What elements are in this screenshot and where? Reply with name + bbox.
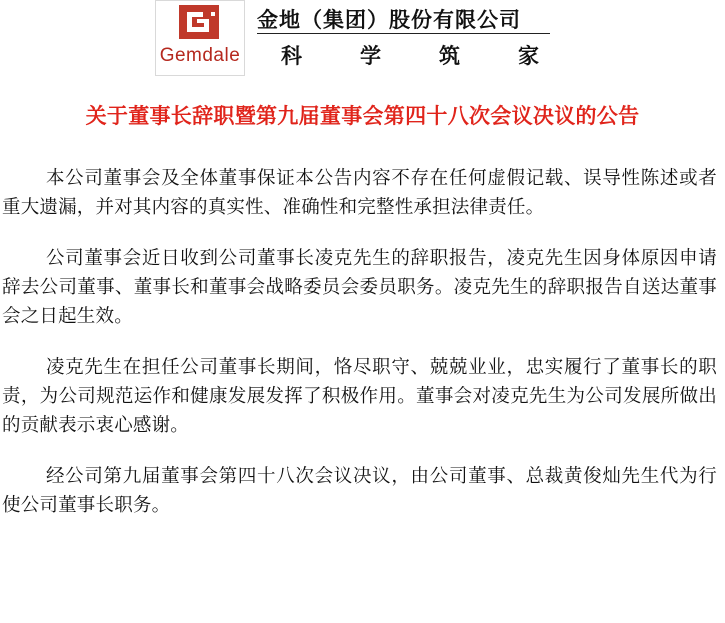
paragraph-resignation: 公司董事会近日收到公司董事长凌克先生的辞职报告，凌克先生因身体原因申请辞去公司董事、董事长和董事会战略委员会委员职务。凌克先生的辞职报告自送达董事会之日起生效。 [2, 248, 717, 327]
slogan-char: 学 [360, 43, 381, 68]
header-divider [257, 33, 550, 34]
paragraph-disclaimer: 本公司董事会及全体董事保证本公告内容不存在任何虚假记载、误导性陈述或者重大遗漏，并对其内容的真实性、准确性和完整性承担法律责任。 [2, 168, 717, 218]
slogan-char: 筑 [439, 43, 460, 68]
gemdale-logo-icon [175, 3, 225, 43]
announcement-body [0, 164, 725, 542]
letterhead [0, 0, 725, 76]
paragraph-acknowledgement: 凌克先生在担任公司董事长期间，恪尽职守、兢兢业业，忠实履行了董事长的职责，为公司规范运作和健康发展发挥了积极作用。董事会对凌克先生为公司发展所做出的贡献表示衷心感谢。 [2, 357, 717, 436]
company-logo [155, 0, 245, 76]
paragraph-acting-chairman: 经公司第九届董事会第四十八次会议决议，由公司董事、总裁黄俊灿先生代为行使公司董事长职务。 [2, 466, 717, 516]
slogan-char: 科 [281, 43, 302, 68]
company-name: 金地（集团）股份有限公司 [257, 8, 521, 32]
slogan-char: 家 [518, 43, 539, 68]
announcement-title: 关于董事长辞职暨第九届董事会第四十八次会议决议的公告 [85, 104, 640, 128]
logo-wordmark: Gemdale [159, 45, 241, 66]
company-slogan [257, 40, 557, 70]
